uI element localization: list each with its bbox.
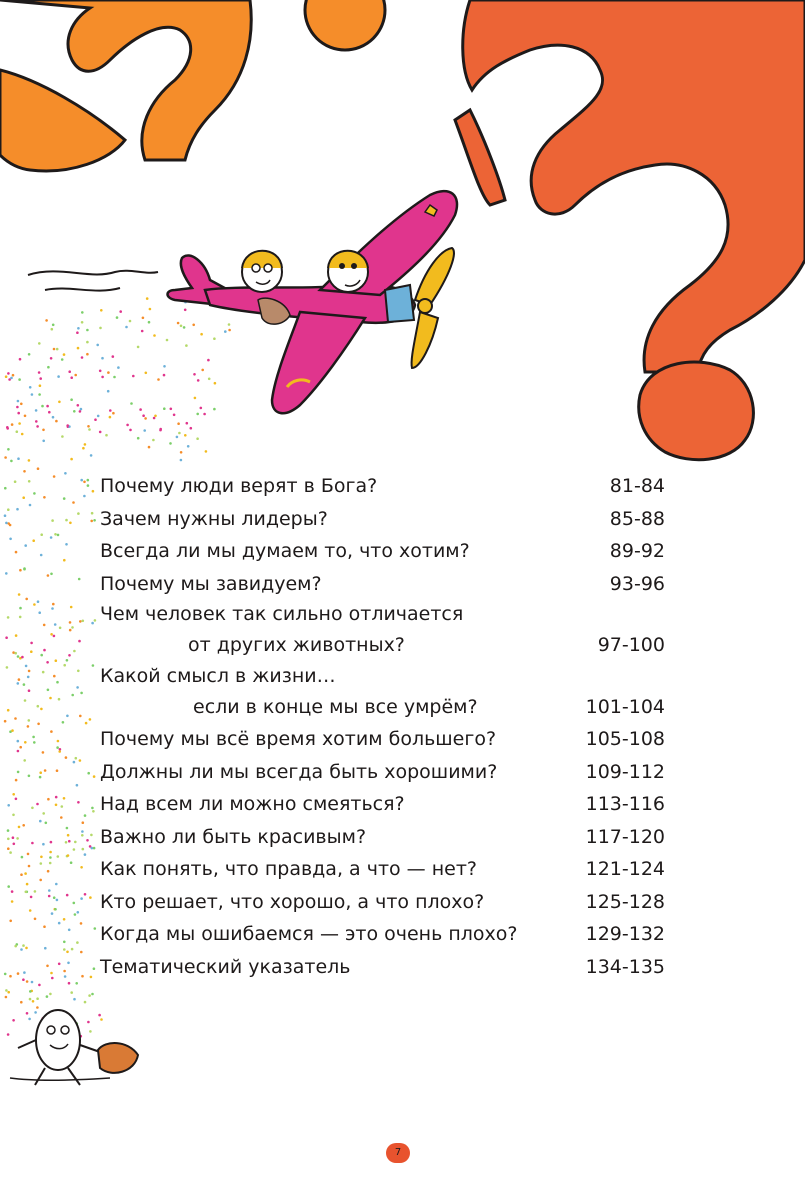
toc-entry bbox=[100, 821, 665, 854]
toc-entry-title: от других животных? bbox=[188, 634, 405, 656]
toc-entry-pages: 93-96 bbox=[609, 572, 665, 595]
toc-entry-pages: 113-116 bbox=[585, 793, 665, 815]
character-illustration bbox=[10, 1010, 138, 1085]
toc-entry-pages: 109-112 bbox=[585, 760, 665, 783]
toc-entry bbox=[100, 600, 665, 629]
toc-entry-title: Всегда ли мы думаем то, что хотим? bbox=[100, 540, 470, 562]
table-of-contents bbox=[100, 470, 665, 983]
toc-entry-title: Когда мы ошибаемся — это очень плохо? bbox=[100, 923, 518, 945]
toc-entry bbox=[100, 853, 665, 886]
toc-entry bbox=[100, 662, 665, 691]
toc-entry-title: Кто решает, что хорошо, а что плохо? bbox=[100, 890, 485, 913]
airplane-illustration bbox=[168, 191, 458, 413]
speed-lines-icon bbox=[28, 271, 158, 291]
toc-entry-pages: 81-84 bbox=[609, 475, 665, 497]
toc-entry-pages: 105-108 bbox=[585, 728, 665, 750]
toc-entry bbox=[100, 568, 665, 601]
toc-entry bbox=[100, 788, 665, 821]
orange-question-mark-icon bbox=[0, 0, 385, 171]
toc-entry-title: Чем человек так сильно отличается bbox=[100, 603, 464, 625]
toc-entry bbox=[100, 470, 665, 503]
toc-entry-title: Как понять, что правда, а что — нет? bbox=[100, 858, 477, 880]
red-question-mark-icon bbox=[455, 0, 805, 460]
page-number: 7 bbox=[386, 1143, 410, 1163]
toc-entry-title: если в конце мы все умрём? bbox=[193, 695, 478, 718]
toc-entry-title: Какой смысл в жизни… bbox=[100, 664, 336, 687]
toc-entry-pages: 97-100 bbox=[597, 634, 665, 656]
toc-entry-pages: 121-124 bbox=[585, 858, 665, 880]
toc-entry-pages: 117-120 bbox=[585, 825, 665, 848]
toc-entry-title: Должны ли мы всегда быть хорошими? bbox=[100, 760, 498, 783]
toc-entry-title: Важно ли быть красивым? bbox=[100, 825, 367, 848]
toc-entry-continuation bbox=[100, 629, 665, 662]
toc-entry-title: Почему мы завидуем? bbox=[100, 572, 322, 595]
toc-entry-title: Тематический указатель bbox=[100, 955, 351, 978]
toc-entry-title: Над всем ли можно смеяться? bbox=[100, 793, 405, 815]
toc-entry-pages: 89-92 bbox=[609, 540, 665, 562]
toc-entry bbox=[100, 756, 665, 789]
toc-entry-pages: 101-104 bbox=[585, 695, 665, 718]
toc-entry bbox=[100, 918, 665, 951]
toc-entry-continuation bbox=[100, 691, 665, 724]
toc-entry-title: Почему люди верят в Бога? bbox=[100, 475, 378, 497]
toc-entry-title: Почему мы всё время хотим большего? bbox=[100, 728, 497, 750]
toc-entry-pages: 134-135 bbox=[585, 955, 665, 978]
toc-entry-pages: 85-88 bbox=[609, 507, 665, 530]
toc-entry bbox=[100, 535, 665, 568]
toc-entry bbox=[100, 951, 665, 984]
toc-entry-title: Зачем нужны лидеры? bbox=[100, 507, 328, 530]
toc-entry-pages: 129-132 bbox=[585, 923, 665, 945]
toc-entry bbox=[100, 886, 665, 919]
toc-entry bbox=[100, 503, 665, 536]
toc-entry-pages: 125-128 bbox=[585, 890, 665, 913]
toc-entry bbox=[100, 723, 665, 756]
